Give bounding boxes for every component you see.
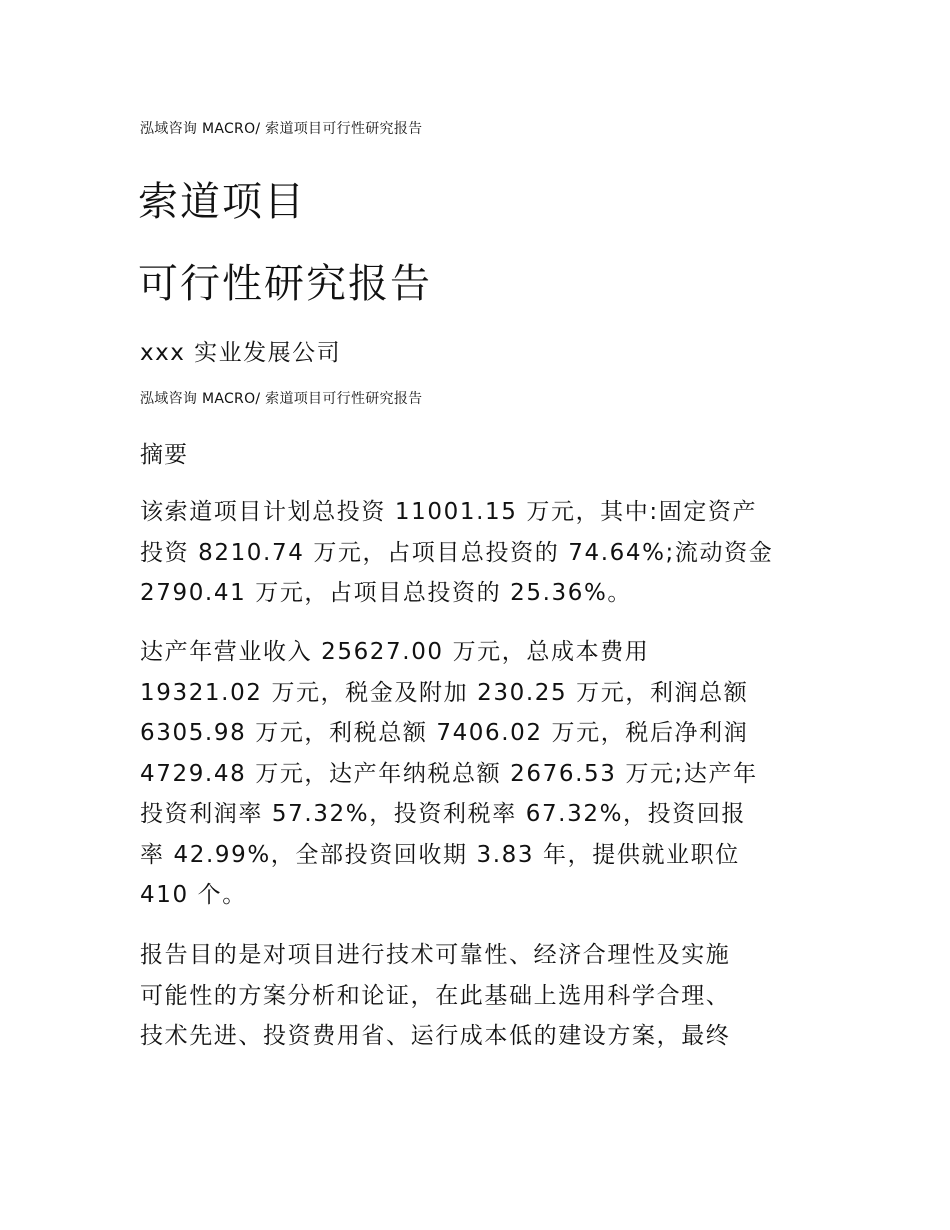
running-header: 泓域咨询 MACRO/ 索道项目可行性研究报告 (140, 121, 423, 137)
text-line: 2790.41 万元，占项目总投资的 25.36%。 (140, 580, 633, 606)
text-line: 达产年营业收入 25627.00 万元，总成本费用 (140, 639, 650, 665)
text-line: 19321.02 万元，税金及附加 230.25 万元，利润总额 (140, 679, 749, 706)
running-header-second: 泓域咨询 MACRO/ 索道项目可行性研究报告 (140, 391, 423, 407)
section-heading-abstract: 摘要 (140, 442, 188, 468)
text-line: 410 个。 (140, 882, 247, 908)
document-title-line-2: 可行性研究报告 (138, 261, 432, 307)
text-line: 6305.98 万元，利税总额 7406.02 万元，税后净利润 (140, 720, 749, 746)
text-line: 可能性的方案分析和论证，在此基础上选用科学合理、 (140, 982, 731, 1009)
paragraph-investment (140, 492, 820, 614)
text-line: 投资 8210.74 万元，占项目总投资的 74.64%;流动资金 (140, 539, 774, 566)
text-line: 该索道项目计划总投资 11001.15 万元，其中:固定资产 (140, 499, 758, 525)
paragraph-financials (140, 632, 820, 916)
text-line: 投资利润率 57.32%，投资利税率 67.32%，投资回报 (140, 801, 747, 827)
text-line: 技术先进、投资费用省、运行成本低的建设方案，最终 (140, 1023, 731, 1049)
paragraph-purpose (140, 935, 820, 1057)
text-line: 报告目的是对项目进行技术可靠性、经济合理性及实施 (140, 942, 731, 968)
text-line: 率 42.99%，全部投资回收期 3.83 年，提供就业职位 (140, 841, 740, 868)
company-name: xxx 实业发展公司 (140, 340, 342, 366)
document-title-line-1: 索道项目 (138, 179, 306, 225)
text-line: 4729.48 万元，达产年纳税总额 2676.53 万元;达产年 (140, 760, 758, 787)
